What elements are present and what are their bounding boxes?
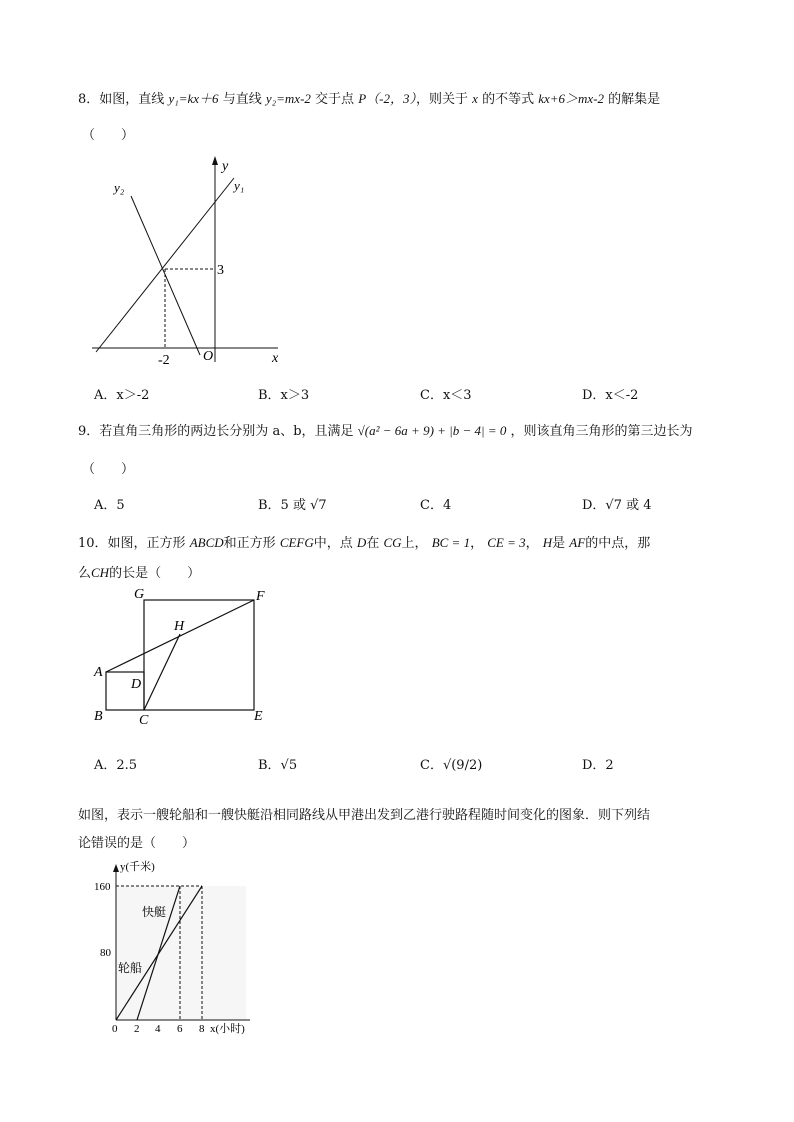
q10-ce: CE = 3 [487, 535, 526, 550]
q8-fig-x-label: x [272, 351, 279, 366]
q8-option-c[interactable]: C．x＜3 [420, 388, 472, 403]
q10-label-b: B [94, 709, 103, 724]
q8-eq2: y₂=mx-2 [265, 91, 311, 106]
q10-label-f: F [256, 589, 265, 604]
q10-option-b[interactable]: B．√5 [258, 758, 298, 773]
q10-label-c: C [139, 713, 149, 728]
q9-option-a[interactable]: A．5 [94, 498, 125, 513]
q8-stem: 8．如图，直线 y₁=kx＋6 与直线 y₂=mx-2 交于点 P（-2，3），则关于 x 的不等式 kx+6＞mx-2 的解集是 [78, 91, 661, 107]
q8-option-a[interactable]: A．x＞-2 [94, 388, 150, 403]
q9-answer-blank: （ ） [82, 462, 135, 477]
q11-figure [90, 858, 290, 1038]
q8-fig-origin-label: O [203, 349, 214, 364]
q10-label-a: A [94, 665, 103, 680]
q8-fig-neg2-label: -2 [158, 353, 170, 368]
q8-fig-3-label: 3 [217, 263, 224, 278]
q10-options [0, 754, 794, 774]
q9-option-b[interactable]: B．5 或 √7 [258, 498, 327, 513]
q8-fig-y2-label: y₂ [114, 180, 125, 195]
q11-y160: 160 [94, 881, 111, 893]
q9-option-c[interactable]: C．4 [420, 498, 452, 513]
q10-option-a[interactable]: A．2.5 [94, 758, 138, 773]
q11-stem-line1: 如图，表示一艘轮船和一艘快艇沿相同路线从甲港出发到乙港行驶路程随时间变化的图象．则下列结 [78, 808, 651, 823]
q11-x-axis-label: x(小时) [210, 1023, 245, 1035]
q9-stem: 9．若直角三角形的两边长分别为 a、b，且满足 √(a² − 6a + 9) + |b − 4| = 0 ，则该直角三角形的第三边长为 [78, 423, 693, 439]
q10-stem-line2: 么CH的长是（ ） [78, 565, 201, 581]
q10-option-c[interactable]: C．√(9/2) [420, 758, 483, 773]
q10-label-g: G [134, 587, 145, 602]
q8-inequality: kx+6＞mx-2 [538, 91, 605, 106]
q8-option-d[interactable]: D．x＜-2 [582, 388, 639, 403]
q10-option-d[interactable]: D．2 [582, 758, 614, 773]
q8-answer-blank: （ ） [82, 128, 135, 143]
q11-x4: 4 [155, 1023, 161, 1035]
q10-square-cefg [144, 600, 254, 710]
q8-point: P（-2，3） [358, 91, 416, 106]
q10-label-d: D [131, 677, 142, 692]
q11-y80: 80 [100, 947, 111, 959]
q11-x2: 2 [134, 1023, 140, 1035]
q9-options [0, 494, 794, 514]
q11-x8: 8 [199, 1023, 205, 1035]
q10-segment-af [106, 600, 254, 672]
q11-stem-line2: 论错误的是（ ） [78, 836, 196, 851]
q8-options [0, 384, 794, 404]
q11-x6: 6 [177, 1023, 183, 1035]
q8-figure [88, 152, 288, 372]
q11-ship-label: 轮船 [118, 961, 143, 975]
q11-x0: 0 [112, 1023, 118, 1035]
q8-fig-y1-label: y₁ [234, 178, 245, 193]
q10-figure [88, 584, 288, 734]
q10-stem-line1: 10．如图，正方形 ABCD和正方形 CEFG中，点 D在 CG上， BC = 1， CE = 3， H是 AF的中点，那 [78, 535, 651, 551]
q11-speedboat-label: 快艇 [142, 905, 167, 919]
q10-label-h: H [174, 619, 185, 634]
q8-option-b[interactable]: B．x＞3 [258, 388, 310, 403]
q8-fig-y-label: y [222, 159, 229, 174]
q10-bc: BC = 1 [431, 535, 471, 550]
q9-expression: √(a² − 6a + 9) + |b − 4| = 0 [357, 423, 507, 438]
q10-label-e: E [254, 709, 263, 724]
q11-y-axis-label: y(千米) [120, 861, 155, 873]
q9-option-d[interactable]: D．√7 或 4 [582, 498, 652, 513]
q8-eq1: y₁=kx＋6 [168, 91, 219, 106]
